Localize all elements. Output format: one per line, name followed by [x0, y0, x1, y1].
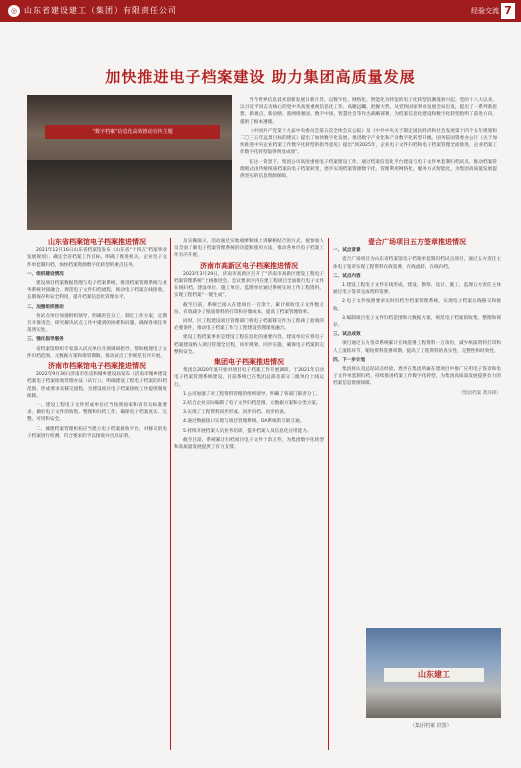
paragraph: 各试点单位加强组织领导，明确责任分工，制定工作方案，定期召开推进会，研究解决试点工作中遇到的困难和问题，确保各项任务落到实处。 — [27, 313, 167, 334]
page-number: 7 — [501, 3, 515, 19]
page-headline: 加快推进电子档案建设 助力集团高质量发展 — [105, 68, 416, 86]
paragraph: 3.编制项目电子文件归档范围和元数据方案，规范电子档案的收集、整理和保存。 — [333, 315, 501, 329]
byline: （集团档案 黄泽锋） — [458, 390, 501, 396]
photo-credit: （集团档案 供图） — [410, 723, 452, 729]
intro-para: 《中国共产党第十九届中央委员会第五次全体会议公报》及《中共中央关于制定国民经济和社会发展第十四个五年规划和二〇三五年远景目标的建议》提出了加快数字化发展，推进数字产业化和产业数字化转型升级。国务院国资委办公厅《关于加快推进中央企业档案工作数字化转型的指导意见》提出“到2025年，企业电子文件归档和电子档案管理全面推进，企业档案工作数字化转型取得明显成效”。 — [240, 128, 497, 156]
column-divider — [170, 238, 171, 750]
paragraph-heading: 二、试点内容 — [333, 273, 361, 279]
paragraph: 壹合广场项目为山东省档案馆电子档案单套制归档试点项目，通过五方责任主体电子签章实现工程资料在线签署、在线流转、在线归档。 — [333, 257, 501, 270]
company-logo-icon: ◎ — [8, 5, 20, 17]
building-sign: 山东建工 — [384, 668, 484, 682]
intro-text — [240, 97, 497, 182]
paragraph: 4.通过数据接口实现与项目管理系统、OA系统的互联互通。 — [183, 419, 305, 425]
paragraph-heading: 四、下一步计划 — [333, 357, 366, 363]
paragraph-heading: 二、加强组织推动 — [27, 304, 64, 310]
paragraph-heading: 三、强化指导服务 — [27, 337, 64, 343]
paragraph: 建设项目档案数据管理与电子档案系统，推进档案管理系统与业务系统对接融合，规范电子文件归档流程，推动电子档案在线接收、长期保存和安全利用，提升档案信息化管理水平。 — [27, 281, 167, 301]
section-title: 济南市档案馆电子档案推进情况 — [48, 361, 146, 371]
paragraph: 5.持续开展档案人员业务培训，提升档案人员信息化应用能力。 — [183, 428, 312, 434]
paragraph: 2023年3月29日，济南市高新区召开了“济南市高新区建设工程电子档案管理系统”上线推进会。会议要求区内在建工程项目全面推行电子文件在线归档，建设单位、施工单位、监理单位通过系统实时上传工程资料，实现工程档案“一键生成”。 — [174, 271, 324, 299]
section-name: 经验交流 — [471, 7, 499, 15]
paragraph: 2.结合企业实际编制了电子文件归档范围、元数据方案和分类方案。 — [183, 401, 321, 407]
section-title: 济南市高新区电子档案推进情况 — [200, 260, 298, 270]
section-title: 集团电子档案推进情况 — [214, 357, 284, 367]
paper-name: 山东省建设建工（集团）有限责任公司 — [24, 6, 177, 15]
column-divider — [328, 238, 329, 750]
paragraph: 1.建设工程电子文件在线形成，建设、勘察、设计、施工、监理五方责任主体通过电子签章完成资料签署。 — [333, 283, 501, 296]
paragraph: 省档案馆组织专家深入试点单位开展调研指导，帮助梳理电子文件归档范围、元数据方案和保管期限，推动试点工作规范有序开展。 — [27, 346, 167, 359]
paragraph: 二、城建档案管理机构应当建立电子档案接收平台，对移交的电子档案进行检测，符合要求的予以接收并出具证明。 — [27, 426, 167, 439]
paragraph: 集团自2020年底开始对项目电子档案工作开展调研，于2021年启动电子档案管理系统建设，目前系统已在集团总部及部分二级单位上线运行。 — [174, 368, 324, 388]
paragraph: 3.实现了工程资料同步形成、同步归档、同步检查。 — [183, 410, 289, 416]
column-3 — [333, 238, 501, 623]
paragraph: 2021年12月16日山东省档案馆发布《山东省“十四五”档案事业发展规划》，确定全省档案工作目标。明确了推进机关、企业电子文件单套制归档，加快档案资源数字化转型的重点任务。 — [27, 248, 167, 268]
company-building-photo — [366, 628, 501, 718]
paragraph: 截至目前，系统已接入在建项目一百余个，累计接收电子文件数万份，有效减少了纸质资料的打印和存储成本，提高了档案管理效率。 — [174, 302, 324, 315]
section-title: 壹合广场项目五方签章推进情况 — [368, 238, 466, 246]
masthead-bar — [0, 0, 521, 22]
column-1 — [27, 238, 167, 750]
paragraph-heading: 一、组织建设情况 — [27, 271, 64, 277]
photo-banner: “数字档案”信息化高效推动宣传主题 — [45, 125, 220, 139]
paragraph: 截至目前，系统累计归档项目电子文件十余万件，为集团数字化转型和高质量发展提供了有力支撑。 — [174, 437, 324, 451]
paragraph: 一、建设工程电子文件形成单位应当按照国家和省有关标准要求，做好电子文件的收集、整理和归档工作，确保电子档案真实、完整、可用和安全。 — [27, 403, 167, 423]
intro-para: 当今世界信息技术创新发展日新月异，以数字化、网络化、智能化为特征的电子化转型浪潮蓬勃兴起。党的十八大以来，以习近平同志为核心的党中央高度重视信息化工作，高瞻远瞩、把握大势，从党和国家事业发展全局出发，提出了一系列新思想、新观点、新论断，就网络强国、数字中国、智慧社会等作出战略部署，为档案信息化建设和数字化转型指明了前进方向，提供了根本遵循。 — [240, 98, 497, 125]
paragraph: 建设工程档案事业是建设工程信息化的重要内容，建设单位应将电子档案建设纳入项目管理全过程，同步规划、同步实施，确保电子档案的完整和安全。 — [174, 335, 324, 355]
column-2 — [174, 238, 324, 750]
paragraph-heading: 一、试点背景 — [333, 248, 361, 254]
intro-para: 在这一背景下，集团公司高度重视电子档案建设工作。通过档案信息化平台建设与电子文件单套制归档试点，推动档案管理模式由传统纸质档案向电子档案转变，逐步实现档案资源数字化、管理利用网络化、服务方式智能化，为集团高质量发展提供坚实的信息资源保障。 — [240, 159, 497, 180]
paragraph: 2.电子文件按照要求实时归档至档案管理系统，实现电子档案在线移交和接收。 — [333, 299, 501, 312]
paragraph: 及实操演示，活动通过实地观摩和线上讲解相结合的方式，使参加人员全面了解电子档案管理系统的功能和使用方法，推动各单位电子档案工作有序开展。 — [174, 239, 324, 259]
paragraph-heading: 三、试点成效 — [333, 332, 361, 338]
paragraph: 集团将认真总结试点经验，逐步在集团所属在建项目中推广应用电子签章和电子文件单套制归档，持续推进档案工作数字化转型，为集团高质量发展提供有力的档案信息资源保障。 — [333, 367, 501, 387]
section-title: 山东省档案馆电子档案推进情况 — [48, 238, 146, 246]
meeting-photo-2 — [27, 160, 232, 230]
paragraph: 1.公司加强了对工程资料管理的组织领导，明确了各部门职责分工。 — [183, 391, 321, 397]
paragraph: 项目通过五方签章系统累计在线签署工程资料一万余份，减少纸质资料打印和人工流转环节，缩短资料签署周期，提高了工程资料的真实性、完整性和时效性。 — [333, 341, 501, 354]
paragraph: 同时，区工程建设项目管理部门将电子档案移交作为工程竣工验收的必要条件，推动电子档案工作与工程建设管理深度融合。 — [174, 319, 324, 332]
paragraph: 2022年9月30日济南市住房和城乡建设局发布《济南市城乡建设档案电子档案接收管理办法（试行）》，明确建设工程电子档案的归档范围、形成要求及移交流程，为建设项目电子档案接收工作提供制度保障。 — [27, 372, 167, 399]
